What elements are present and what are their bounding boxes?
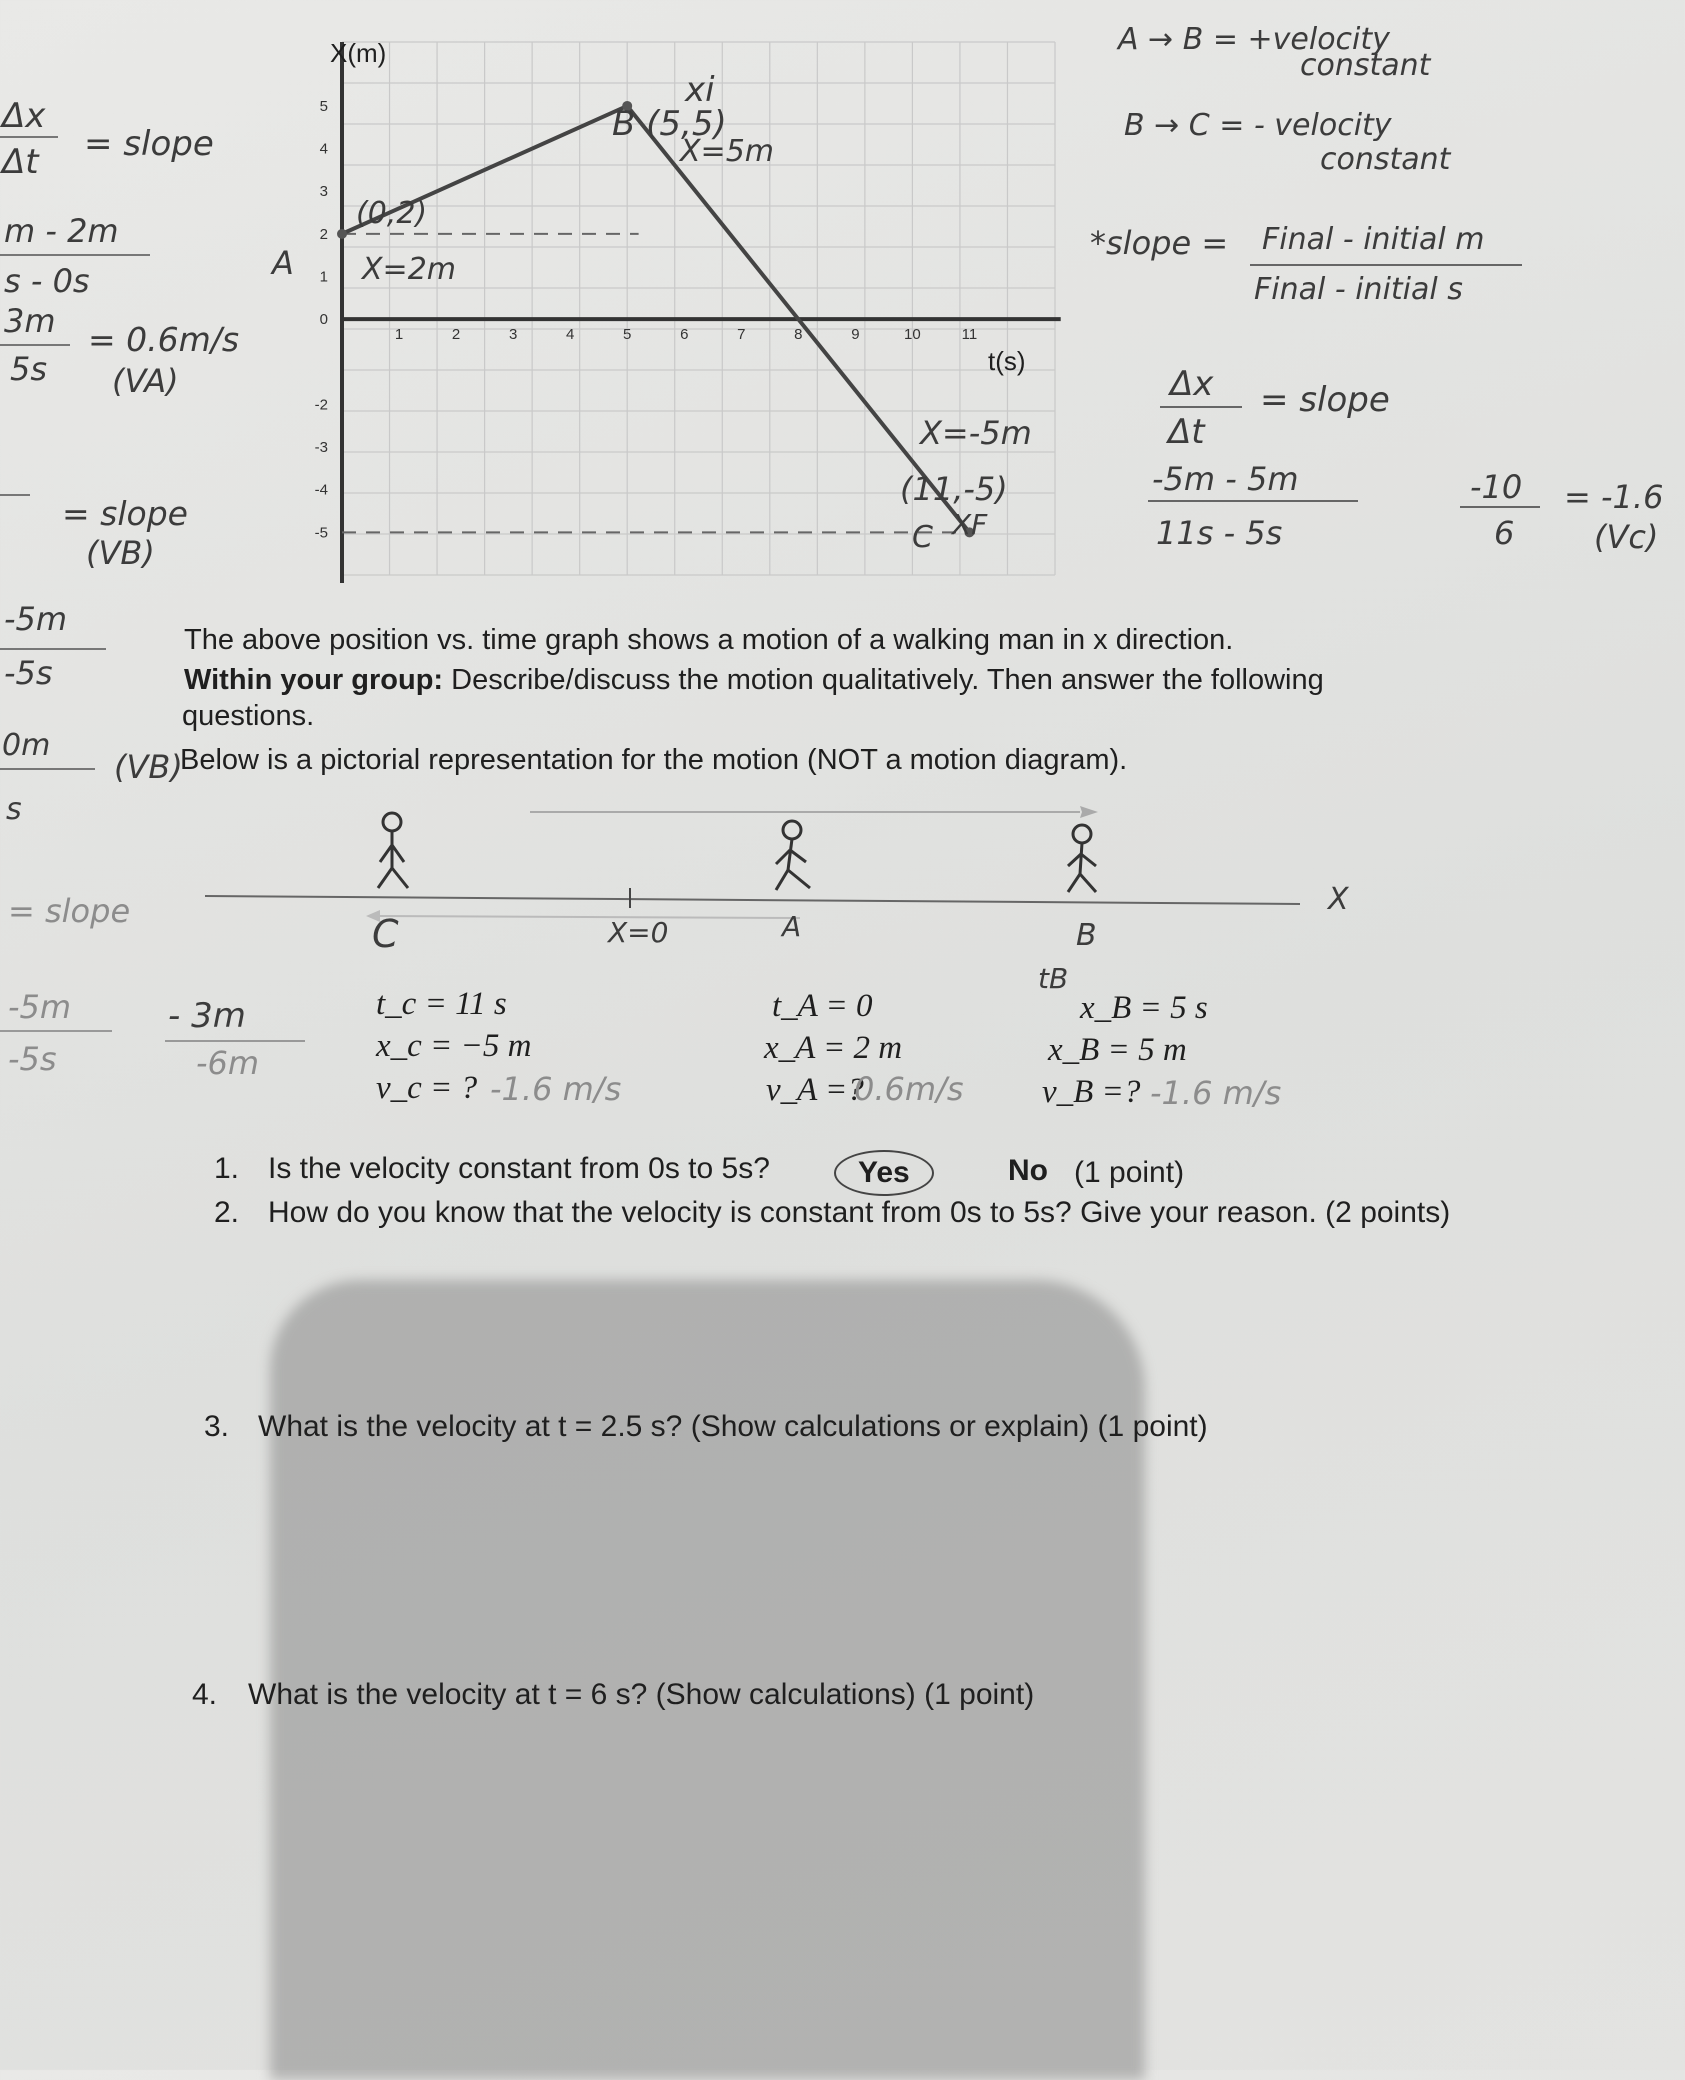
- point-a-x: X=2m: [362, 252, 456, 287]
- q1-text: Is the velocity constant from 0s to 5s?: [268, 1152, 770, 1185]
- paragraph-3: questions.: [182, 700, 315, 732]
- point-c-label: C: [912, 520, 933, 555]
- note-slope-num: Final - initial m: [1262, 222, 1485, 257]
- note-bc: B → C = - velocity: [1124, 108, 1392, 143]
- note1-den: Δt: [2, 142, 39, 182]
- x-tick-label: 2: [451, 326, 461, 344]
- note5-num: -5m: [4, 600, 68, 638]
- note6-den: s: [6, 792, 22, 827]
- y-tick-label: -5: [314, 524, 328, 542]
- pictorial-tb-note: tB: [1038, 962, 1069, 995]
- q2-number: 2.: [214, 1196, 240, 1229]
- q2-text: How do you know that the velocity is constant from 0s to 5s? Give your reason. (2 points): [268, 1196, 1451, 1229]
- note-ab: A → B = +velocity: [1118, 22, 1390, 57]
- note-c-result: = -1.6: [1564, 478, 1664, 516]
- note8-den: -5s: [8, 1040, 57, 1078]
- q3-number: 3.: [204, 1410, 230, 1443]
- pictorial-b: B: [1076, 918, 1097, 953]
- y-tick-label: -2: [314, 396, 328, 414]
- note3-eq: = 0.6m/s: [88, 320, 240, 359]
- x-tick-label: 11: [961, 326, 978, 344]
- point-a-coord: (0,2): [356, 196, 428, 231]
- note2-den: s - 0s: [4, 262, 90, 300]
- x-tick-label: 9: [851, 326, 860, 344]
- note5-den: -5s: [4, 654, 53, 692]
- stick-figure-c: [378, 813, 408, 888]
- note-slope-def: *slope =: [1090, 224, 1229, 262]
- pictorial-a: A: [782, 910, 802, 943]
- note7-eq: = slope: [8, 892, 131, 930]
- paragraph-2-bold: Within your group:: [184, 664, 444, 696]
- value-tc: t_c = 11 s: [376, 986, 507, 1022]
- stick-figure-a: [776, 821, 810, 890]
- y-tick-label: -4: [314, 481, 328, 499]
- note-c-num: -5m - 5m: [1152, 460, 1299, 498]
- note1-eq: = slope: [84, 124, 214, 164]
- value-vc: v_c = ?: [376, 1070, 478, 1106]
- x-tick-label: 1: [394, 326, 404, 344]
- value-ta: t_A = 0: [772, 988, 873, 1024]
- x-tick-label: 4: [565, 326, 575, 344]
- note3-num: 3m: [4, 302, 56, 340]
- y-tick-label: -3: [314, 439, 328, 457]
- y-tick-label: 0: [319, 311, 328, 329]
- x-tick-label: 7: [737, 326, 746, 344]
- y-tick-label: 5: [319, 97, 328, 115]
- note4-eq: = slope: [62, 494, 188, 533]
- x-tick-label: 10: [904, 326, 921, 344]
- paragraph-2: [184, 664, 1324, 697]
- note-ab2: constant: [1300, 48, 1431, 83]
- q3-text: What is the velocity at t = 2.5 s? (Show calculations or explain) (1 point): [258, 1410, 1208, 1443]
- point-c-xf: XF: [952, 508, 988, 541]
- y-axis-label: X(m): [330, 38, 387, 68]
- point-b-xi: xi: [685, 70, 715, 110]
- value-vb-answer: -1.6 m/s: [1150, 1074, 1282, 1112]
- note-slope-den: Final - initial s: [1254, 272, 1463, 307]
- pictorial-representation: [0, 790, 1685, 960]
- note3-va: (VA): [112, 362, 179, 400]
- x-tick-label: 5: [623, 326, 632, 344]
- note3-den: 5s: [10, 350, 48, 388]
- note2-num: m - 2m: [4, 212, 119, 250]
- q1-no[interactable]: No: [1008, 1154, 1048, 1187]
- y-tick-label: 4: [319, 140, 328, 158]
- paragraph-1: The above position vs. time graph shows a motion of a walking man in x direction.: [184, 624, 1234, 656]
- x-axis-label: t(s): [988, 346, 1026, 376]
- value-va-answer: 0.6m/s: [854, 1070, 964, 1108]
- q1-yes-circled[interactable]: Yes: [834, 1150, 934, 1196]
- pictorial-c: C: [372, 912, 399, 956]
- point-c-x: X=-5m: [920, 414, 1032, 452]
- pictorial-x-axis: X: [1328, 882, 1349, 917]
- q1-points: (1 point): [1074, 1156, 1185, 1189]
- note-c-frac-num: -10: [1470, 468, 1523, 506]
- value-va: v_A =?: [766, 1072, 864, 1108]
- note-c-frac-den: 6: [1494, 514, 1515, 552]
- note-d-den: Δt: [1168, 412, 1205, 452]
- value-tb: x_B = 5 s: [1080, 990, 1208, 1026]
- note8-num2: - 3m: [168, 996, 246, 1036]
- value-xa: x_A = 2 m: [764, 1030, 903, 1066]
- point-c-coord: (11,-5): [900, 470, 1008, 508]
- y-tick-label: 1: [319, 268, 328, 286]
- note-c-den: 11s - 5s: [1156, 514, 1283, 552]
- note6-vb: (VB): [114, 748, 183, 786]
- y-tick-label: 3: [319, 183, 328, 201]
- data-point: [337, 229, 347, 239]
- y-tick-label: 2: [319, 225, 328, 243]
- pictorial-x0: X=0: [608, 916, 669, 949]
- note-d-num: Δx: [1170, 364, 1214, 404]
- x-tick-label: 3: [508, 326, 518, 344]
- note8-den2: -6m: [196, 1044, 260, 1082]
- position-time-graph: [0, 0, 1685, 620]
- note-bc2: constant: [1320, 142, 1451, 177]
- x-tick-label: 8: [794, 326, 803, 344]
- q4-text: What is the velocity at t = 6 s? (Show calculations) (1 point): [248, 1678, 1035, 1711]
- note6-num: 0m: [2, 728, 51, 763]
- value-xc: x_c = −5 m: [376, 1028, 532, 1064]
- note1-num: Δx: [2, 96, 46, 136]
- point-a-label: A: [272, 244, 294, 282]
- note8-num: -5m: [8, 988, 72, 1026]
- paragraph-2-text: Describe/discuss the motion qualitatively. Then answer the following: [443, 664, 1324, 696]
- note4-vb: (VB): [86, 534, 155, 572]
- value-xb: x_B = 5 m: [1048, 1032, 1187, 1068]
- stick-figure-b: [1068, 825, 1096, 892]
- q4-number: 4.: [192, 1678, 218, 1711]
- note-d-eq: = slope: [1260, 380, 1390, 420]
- point-b-label: B (5,5): [612, 104, 727, 144]
- q1-number: 1.: [214, 1152, 240, 1185]
- note-c-vc: (Vc): [1594, 518, 1659, 556]
- point-b-x: X=5m: [680, 134, 774, 169]
- x-tick-label: 6: [680, 326, 689, 344]
- value-vb: v_B =?: [1042, 1074, 1141, 1110]
- paragraph-4: Below is a pictorial representation for the motion (NOT a motion diagram).: [180, 744, 1128, 776]
- value-vc-answer: -1.6 m/s: [490, 1070, 622, 1108]
